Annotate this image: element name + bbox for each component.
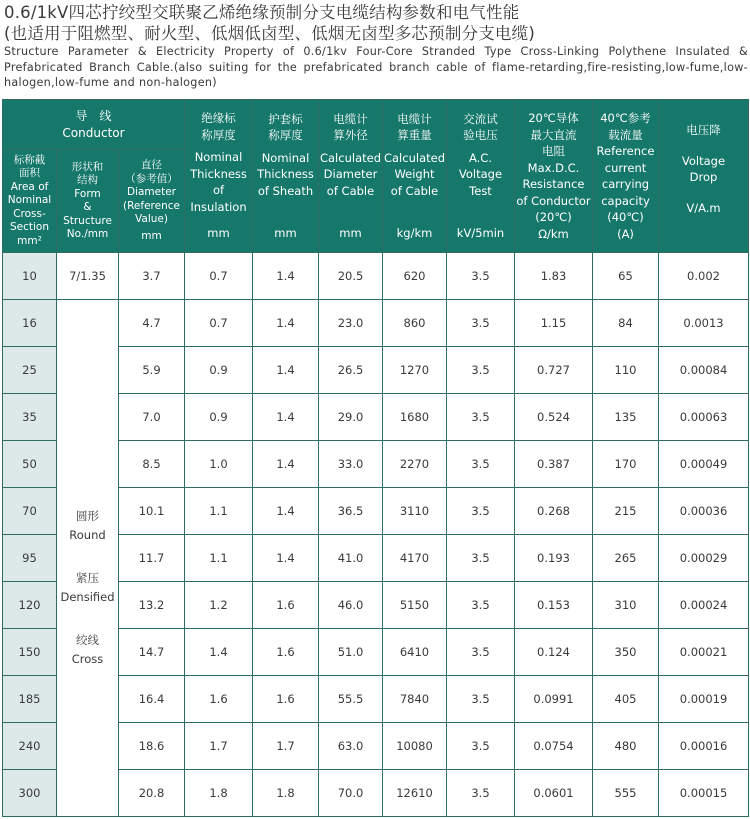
cell-sheath: 1.4 — [253, 441, 319, 488]
cell-cable-diameter: 51.0 — [319, 629, 383, 676]
cell-cable-diameter: 63.0 — [319, 723, 383, 770]
cell-ac: 3.5 — [447, 723, 515, 770]
cell-insulation: 0.7 — [185, 253, 253, 300]
cell-vdrop: 0.002 — [659, 253, 749, 300]
cell-resistance: 0.727 — [515, 347, 593, 394]
cell-area: 35 — [3, 394, 57, 441]
header-resistance: 20℃导体 最大直流 电阻 Max.D.C. Resistance of Conductor (20℃) Ω/km — [515, 100, 593, 253]
cell-weight: 1680 — [383, 394, 447, 441]
cell-current: 405 — [593, 676, 659, 723]
cell-area: 16 — [3, 300, 57, 347]
cell-diameter: 8.5 — [119, 441, 185, 488]
cell-cable-diameter: 41.0 — [319, 535, 383, 582]
cell-current: 84 — [593, 300, 659, 347]
cell-sheath: 1.4 — [253, 347, 319, 394]
cell-weight: 1270 — [383, 347, 447, 394]
cell-vdrop: 0.00019 — [659, 676, 749, 723]
cell-current: 350 — [593, 629, 659, 676]
cell-area: 300 — [3, 770, 57, 817]
cell-weight: 7840 — [383, 676, 447, 723]
cell-current: 265 — [593, 535, 659, 582]
page-title-cn — [4, 2, 748, 44]
cell-weight: 4170 — [383, 535, 447, 582]
cell-ac: 3.5 — [447, 347, 515, 394]
cell-diameter: 18.6 — [119, 723, 185, 770]
page-title-en: Structure Parameter & Electricity Property of 0.6/1kv Four-Core Stranded Type Cross-Linking Polythene Insulated & Prefabricated Branch Cable.(also suiting for the prefabricated branch cable of flame-retarding,fire-resisting,low-fume,low-halogen,low-fume and non-halogen) — [4, 45, 748, 89]
header-cable-diameter: 电缆计 算外径 Calculated Diameter of Cable mm — [319, 100, 383, 253]
header-form: 形状和 结构 Form & Structure No./mm — [57, 150, 119, 253]
cell-ac: 3.5 — [447, 253, 515, 300]
cell-diameter: 16.4 — [119, 676, 185, 723]
cell-resistance: 0.124 — [515, 629, 593, 676]
cell-insulation: 0.7 — [185, 300, 253, 347]
cell-sheath: 1.6 — [253, 676, 319, 723]
cell-cable-diameter: 70.0 — [319, 770, 383, 817]
cell-insulation: 1.0 — [185, 441, 253, 488]
cell-insulation: 1.4 — [185, 629, 253, 676]
cell-cable-diameter: 55.5 — [319, 676, 383, 723]
cell-vdrop: 0.00063 — [659, 394, 749, 441]
cell-ac: 3.5 — [447, 629, 515, 676]
cell-weight: 5150 — [383, 582, 447, 629]
cell-insulation: 1.1 — [185, 488, 253, 535]
cell-sheath: 1.4 — [253, 253, 319, 300]
cell-ac: 3.5 — [447, 394, 515, 441]
cell-vdrop: 0.00036 — [659, 488, 749, 535]
cell-insulation: 0.9 — [185, 394, 253, 441]
cell-ac: 3.5 — [447, 582, 515, 629]
cell-weight: 12610 — [383, 770, 447, 817]
cell-weight: 2270 — [383, 441, 447, 488]
cell-resistance: 0.387 — [515, 441, 593, 488]
cell-sheath: 1.4 — [253, 488, 319, 535]
cell-sheath: 1.6 — [253, 629, 319, 676]
cell-current: 110 — [593, 347, 659, 394]
cell-diameter: 11.7 — [119, 535, 185, 582]
cell-cable-diameter: 33.0 — [319, 441, 383, 488]
cell-area: 50 — [3, 441, 57, 488]
header-voltage-drop: 电压降 Voltage Drop V/A.m — [659, 100, 749, 253]
cell-resistance: 1.15 — [515, 300, 593, 347]
cell-weight: 620 — [383, 253, 447, 300]
cell-sheath: 1.4 — [253, 535, 319, 582]
title-line-2: (也适用于阻燃型、耐火型、低烟低卤型、低烟无卤型多芯预制分支电缆) — [4, 24, 535, 43]
cell-area: 10 — [3, 253, 57, 300]
cell-area: 185 — [3, 676, 57, 723]
cell-ac: 3.5 — [447, 488, 515, 535]
cell-current: 555 — [593, 770, 659, 817]
cell-diameter: 14.7 — [119, 629, 185, 676]
cell-ac: 3.5 — [447, 300, 515, 347]
cell-insulation: 1.6 — [185, 676, 253, 723]
table-row — [3, 300, 749, 347]
cell-weight: 3110 — [383, 488, 447, 535]
cell-vdrop: 0.0013 — [659, 300, 749, 347]
cell-sheath: 1.4 — [253, 300, 319, 347]
cell-current: 215 — [593, 488, 659, 535]
cell-weight: 860 — [383, 300, 447, 347]
cell-diameter: 20.8 — [119, 770, 185, 817]
cell-vdrop: 0.00029 — [659, 535, 749, 582]
cell-ac: 3.5 — [447, 535, 515, 582]
cell-sheath: 1.7 — [253, 723, 319, 770]
header-insulation: 绝缘标 称厚度 Nominal Thickness of Insulation mm — [185, 100, 253, 253]
table-row — [3, 253, 749, 300]
header-conductor: 导 线 Conductor — [3, 100, 185, 150]
cell-insulation: 1.8 — [185, 770, 253, 817]
cell-resistance: 0.153 — [515, 582, 593, 629]
cell-form: 7/1.35 — [57, 253, 119, 300]
cell-area: 95 — [3, 535, 57, 582]
cell-sheath: 1.8 — [253, 770, 319, 817]
spec-table — [2, 99, 749, 817]
header-current: 40℃参考 载流量 Reference current carrying capacity (40℃) (A) — [593, 100, 659, 253]
cell-area: 25 — [3, 347, 57, 394]
cell-insulation: 0.9 — [185, 347, 253, 394]
cell-ac: 3.5 — [447, 770, 515, 817]
cell-cable-diameter: 36.5 — [319, 488, 383, 535]
cell-current: 480 — [593, 723, 659, 770]
cell-diameter: 4.7 — [119, 300, 185, 347]
cell-resistance: 1.83 — [515, 253, 593, 300]
cell-vdrop: 0.00084 — [659, 347, 749, 394]
cell-resistance: 0.193 — [515, 535, 593, 582]
cell-current: 310 — [593, 582, 659, 629]
cell-ac: 3.5 — [447, 441, 515, 488]
header-diameter: 直径 （参考值） Diameter (Reference Value) mm — [119, 150, 185, 253]
cell-current: 135 — [593, 394, 659, 441]
cell-cable-diameter: 46.0 — [319, 582, 383, 629]
cell-sheath: 1.4 — [253, 394, 319, 441]
cell-sheath: 1.6 — [253, 582, 319, 629]
cell-diameter: 3.7 — [119, 253, 185, 300]
cell-cable-diameter: 26.5 — [319, 347, 383, 394]
cell-resistance: 0.0754 — [515, 723, 593, 770]
cell-current: 65 — [593, 253, 659, 300]
header-area: 标称截 面积 Area of Nominal Cross- Section mm² — [3, 150, 57, 253]
cell-insulation: 1.7 — [185, 723, 253, 770]
cell-cable-diameter: 29.0 — [319, 394, 383, 441]
cell-weight: 6410 — [383, 629, 447, 676]
cell-diameter: 13.2 — [119, 582, 185, 629]
table-body — [3, 253, 749, 817]
cell-resistance: 0.524 — [515, 394, 593, 441]
cell-form-merged: 圆形 Round 紧压 Densified 绞线 Cross — [57, 300, 119, 817]
cell-vdrop: 0.00049 — [659, 441, 749, 488]
header-ac-test: 交流试 验电压 A.C. Voltage Test kV/5min — [447, 100, 515, 253]
cell-diameter: 5.9 — [119, 347, 185, 394]
cell-insulation: 1.1 — [185, 535, 253, 582]
cell-resistance: 0.0991 — [515, 676, 593, 723]
cell-insulation: 1.2 — [185, 582, 253, 629]
cell-vdrop: 0.00024 — [659, 582, 749, 629]
cell-area: 240 — [3, 723, 57, 770]
cell-current: 170 — [593, 441, 659, 488]
cell-vdrop: 0.00016 — [659, 723, 749, 770]
cell-cable-diameter: 20.5 — [319, 253, 383, 300]
cell-area: 70 — [3, 488, 57, 535]
cell-diameter: 10.1 — [119, 488, 185, 535]
cell-resistance: 0.268 — [515, 488, 593, 535]
cell-resistance: 0.0601 — [515, 770, 593, 817]
cell-ac: 3.5 — [447, 676, 515, 723]
cell-weight: 10080 — [383, 723, 447, 770]
header-sheath: 护套标 称厚度 Nominal Thickness of Sheath mm — [253, 100, 319, 253]
cell-area: 150 — [3, 629, 57, 676]
cell-diameter: 7.0 — [119, 394, 185, 441]
title-line-1: 0.6/1kV四芯拧绞型交联聚乙烯绝缘预制分支电缆结构参数和电气性能 — [4, 3, 520, 22]
cell-area: 120 — [3, 582, 57, 629]
cell-vdrop: 0.00015 — [659, 770, 749, 817]
cell-cable-diameter: 23.0 — [319, 300, 383, 347]
cell-vdrop: 0.00021 — [659, 629, 749, 676]
header-weight: 电缆计 算重量 Calculated Weight of Cable kg/km — [383, 100, 447, 253]
